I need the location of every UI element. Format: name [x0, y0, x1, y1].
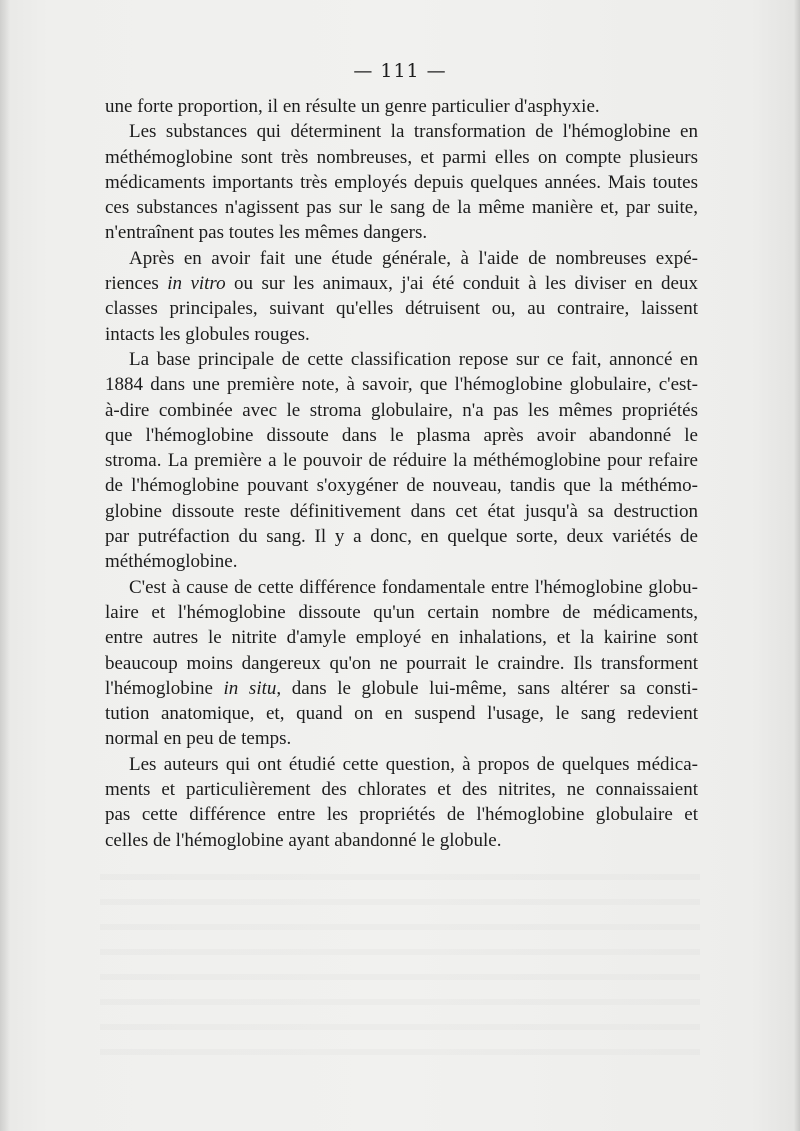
text-line: méthémoglobine sont très nombreuses, et parmi elles on compte plusieurs: [105, 146, 698, 168]
text-fragment: riences: [105, 273, 168, 295]
text-line: de l'hémoglobine pouvant s'oxygéner de nouveau, tandis que la méthémo-: [105, 475, 698, 497]
paragraph-4: [105, 347, 698, 372]
paragraph-6: [105, 752, 698, 777]
text-line: que l'hémoglobine dissoute dans le plasma après avoir abandonné le: [105, 424, 698, 446]
text-line: Les auteurs qui ont étudié cette question, à propos de quelques médica-: [129, 753, 698, 775]
text-line: stroma. La première a le pouvoir de réduire la méthémoglobine pour refaire: [105, 450, 698, 472]
paragraph-5-cont: [105, 600, 698, 752]
text-line: classes principales, suivant qu'elles détruisent ou, au contraire, laissent: [105, 298, 698, 320]
paragraph-6-cont: [105, 777, 698, 853]
text-line: par putréfaction du sang. Il y a donc, en quelque sorte, deux variétés de: [105, 526, 698, 548]
paragraph-2: [105, 119, 698, 144]
page-edge-shadow-right: [794, 0, 800, 1131]
paragraph-1: [105, 94, 698, 119]
text-line: pas cette différence entre les propriétés de l'hémoglobine globulaire et: [105, 804, 698, 826]
text-line: ments et particulièrement des chlorates et des nitrites, ne connaissaient: [105, 779, 698, 801]
text-line: normal en peu de temps.: [105, 728, 292, 750]
show-through-texture: [100, 860, 700, 1060]
text-line: C'est à cause de cette différence fondamentale entre l'hémoglobine globu-: [129, 576, 698, 598]
page-edge-shadow-left: [0, 0, 10, 1131]
paragraph-4-cont: [105, 372, 698, 574]
italic-term: in situ: [223, 677, 277, 699]
text-line-with-italic: [105, 271, 698, 296]
text-line: méthémoglobine.: [105, 551, 238, 573]
text-fragment: l'hémoglobine: [105, 677, 224, 699]
text-line: intacts les globules rouges.: [105, 323, 310, 345]
text-line-with-italic: [105, 676, 698, 701]
italic-term: in vitro: [167, 273, 226, 295]
text-line: tution anatomique, et, quand on en suspend l'usage, le sang redevient: [105, 703, 698, 725]
text-line: médicaments importants très employés depuis quelques années. Mais toutes: [105, 171, 698, 193]
text-line: ces substances n'agissent pas sur le sang de la même manière et, par suite,: [105, 197, 698, 219]
page-number: — 111 —: [353, 60, 447, 82]
text-line: celles de l'hémoglobine ayant abandonné le globule.: [105, 829, 502, 851]
paragraph-2-cont: [105, 145, 698, 246]
text-line: globine dissoute reste définitivement dans cet état jusqu'à sa destruction: [105, 500, 698, 522]
body-text: [105, 94, 698, 853]
text-fragment: , dans le globule lui-même, sans altérer sa consti-: [276, 677, 698, 699]
paragraph-3: [105, 246, 698, 271]
text-line: entre autres le nitrite d'amyle employé en inhalations, et la kairine sont: [105, 627, 698, 649]
text-line: laire et l'hémoglobine dissoute qu'un certain nombre de médicaments,: [105, 601, 698, 623]
paragraph-3-cont: [105, 271, 698, 347]
text-line: une forte proportion, il en résulte un genre particulier d'asphyxie.: [105, 96, 600, 117]
text-line: beaucoup moins dangereux qu'on ne pourrait le craindre. Ils transforment: [105, 652, 698, 674]
paragraph-5: [105, 575, 698, 600]
text-line: 1884 dans une première note, à savoir, que l'hémoglobine globulaire, c'est-: [105, 374, 698, 396]
text-line: à-dire combinée avec le stroma globulaire, n'a pas les mêmes propriétés: [105, 399, 698, 421]
text-line: La base principale de cette classification repose sur ce fait, annoncé en: [129, 348, 698, 370]
text-line: Après en avoir fait une étude générale, à l'aide de nombreuses expé-: [129, 247, 698, 269]
text-fragment: ou sur les animaux, j'ai été conduit à les diviser en deux: [225, 273, 698, 295]
text-line: Les substances qui déterminent la transformation de l'hémoglobine en: [129, 121, 698, 143]
text-line: n'entraînent pas toutes les mêmes dangers.: [105, 222, 428, 244]
